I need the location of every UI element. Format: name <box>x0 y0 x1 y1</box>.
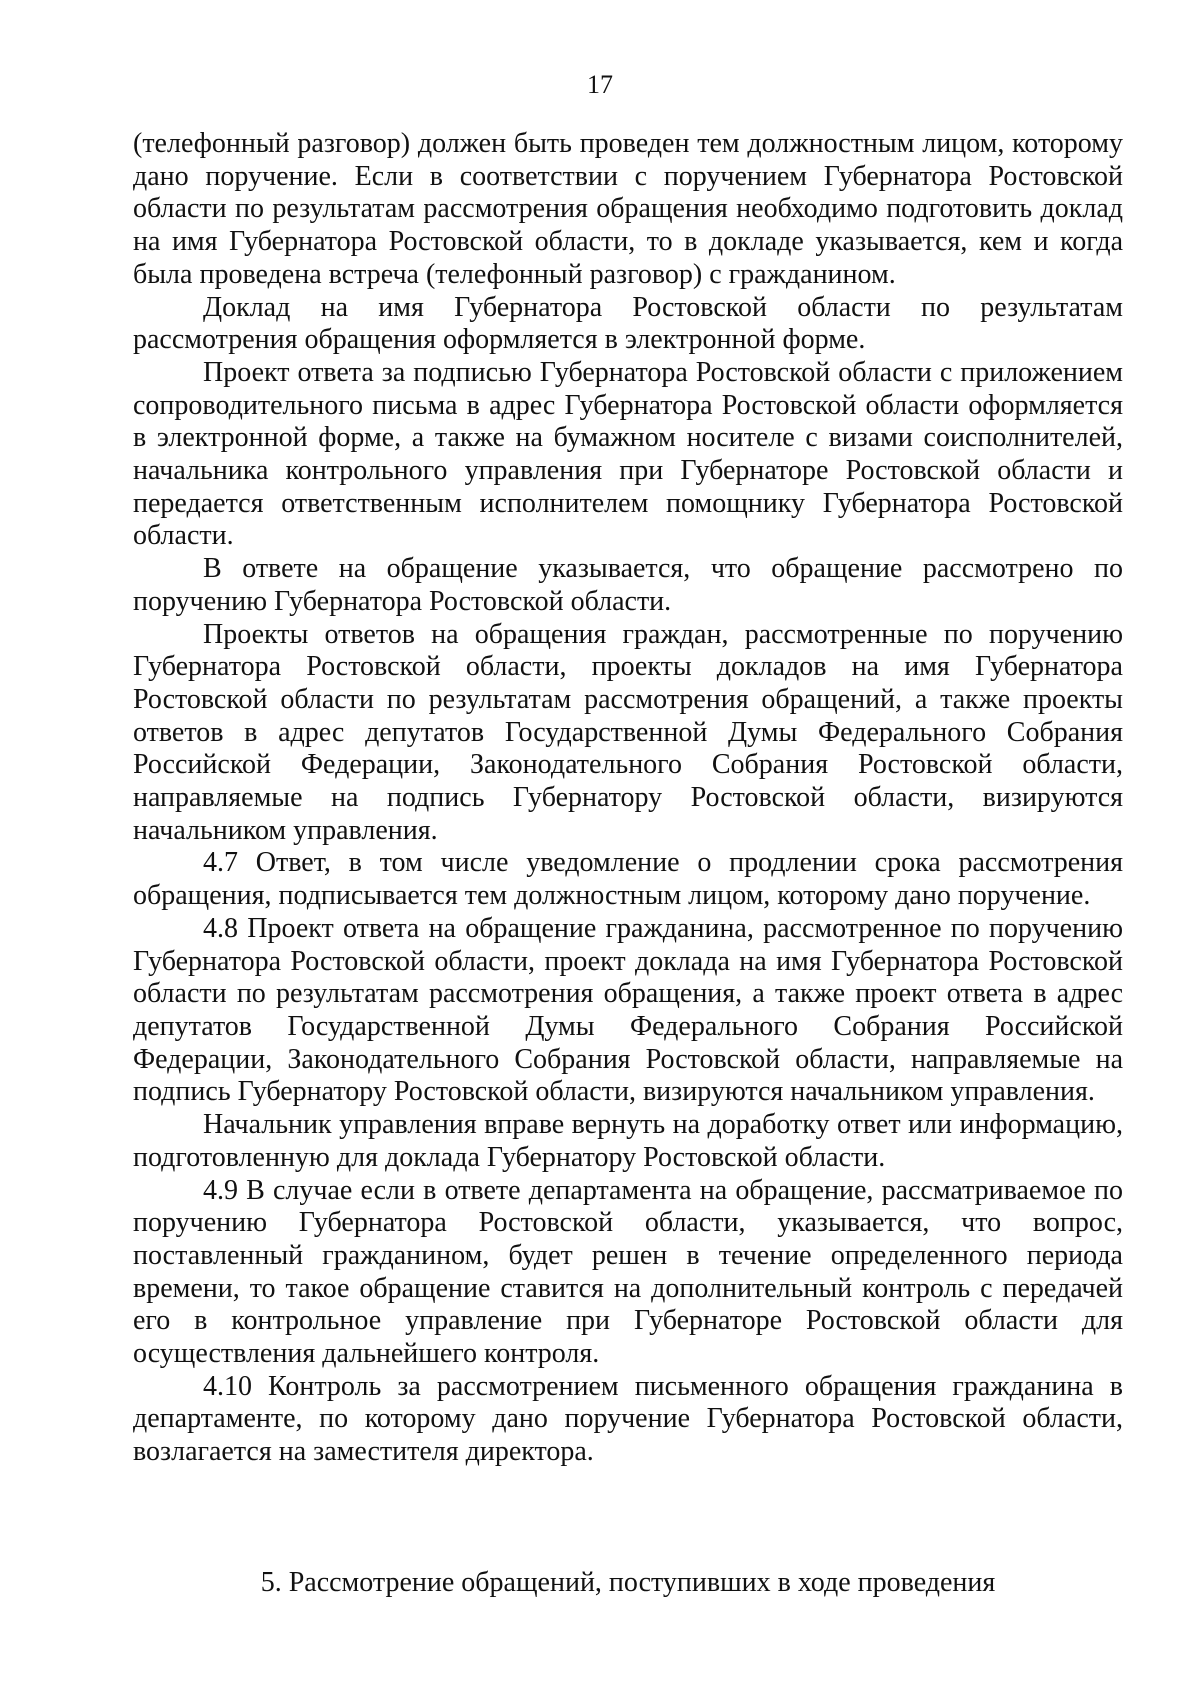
paragraph-report-form: Доклад на имя Губернатора Ростовской области по результатам рассмотрения обращения оформляется в электронной форме. <box>133 291 1123 356</box>
paragraph-draft-answer: Проект ответа за подписью Губернатора Ростовской области с приложением сопроводительного письма в адрес Губернатора Ростовской области оформляется в электронной форме, а также на бумажном носителе с визами соисполнителей, начальника контрольного управления при Губернаторе Ростовской области и передается ответственным исполнителем помощнику Губернатора Ростовской области. <box>133 356 1123 552</box>
paragraph-4-7: 4.7 Ответ, в том числе уведомление о продлении срока рассмотрения обращения, подписывается тем должностным лицом, которому дано поручение. <box>133 847 1123 912</box>
document-body <box>133 128 1123 1469</box>
paragraph-return-for-revision: Начальник управления вправе вернуть на доработку ответ или информацию, подготовленную для доклада Губернатору Ростовской области. <box>133 1109 1123 1173</box>
paragraph-draft-answers: Проекты ответов на обращения граждан, рассмотренные по поручению Губернатора Ростовской области, проекты докладов на имя Губернатора Ростовской области по результатам рассмотрения обращений, а также проекты ответов в адрес депутатов Государственной Думы Федерального Собрания Российской Федерации, Законодательного Собрания Ростовской области, направляемые на подпись Губернатору Ростовской области, визируются начальником управления. <box>133 618 1123 846</box>
paragraph-continuation: (телефонный разговор) должен быть проведен тем должностным лицом, которому дано поручение. Если в соответствии с поручением Губернатора Ростовской области по результатам рассмотрения обращения необходимо подготовить доклад на имя Губернатора Ростовской области, то в докладе указывается, кем и когда была проведена встреча (телефонный разговор) с гражданином. <box>133 128 1123 290</box>
paragraph-4-9: 4.9 В случае если в ответе департамента на обращение, рассматриваемое по поручению Губернатора Ростовской области, указывается, что вопрос, поставленный гражданином, будет решен в течение определенного периода времени, то такое обращение ставится на дополнительный контроль с передачей его в контрольное управление при Губернаторе Ростовской области для осуществления дальнейшего контроля. <box>133 1174 1123 1370</box>
paragraph-answer-note: В ответе на обращение указывается, что обращение рассмотрено по поручению Губернатора Ростовской области. <box>133 553 1123 617</box>
paragraph-4-10: 4.10 Контроль за рассмотрением письменного обращения гражданина в департаменте, по которому дано поручение Губернатора Ростовской области, возлагается на заместителя директора. <box>133 1370 1123 1468</box>
paragraph-4-8: 4.8 Проект ответа на обращение гражданина, рассмотренное по поручению Губернатора Ростовской области, проект доклада на имя Губернатора Ростовской области по результатам рассмотрения обращения, а также проект ответа в адрес депутатов Государственной Думы Федерального Собрания Российской Федерации, Законодательного Собрания Ростовской области, направляемые на подпись Губернатору Ростовской области, визируются начальником управления. <box>133 912 1123 1108</box>
section-title: 5. Рассмотрение обращений, поступивших в ходе проведения <box>260 1567 996 1598</box>
page-number: 17 <box>587 70 613 99</box>
